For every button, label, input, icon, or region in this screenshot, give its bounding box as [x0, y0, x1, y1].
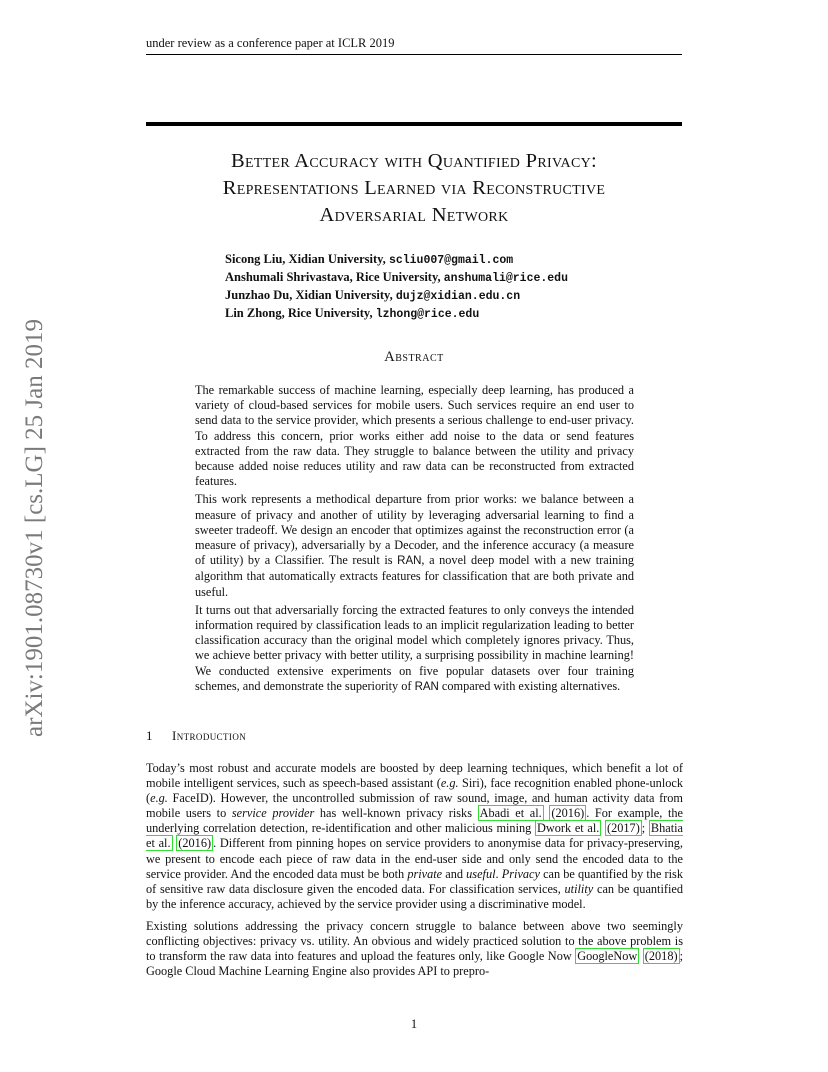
author-2: Anshumali Shrivastava, Rice University, anshumali@rice.edu: [225, 270, 568, 285]
arxiv-sidebar: [18, 295, 52, 760]
author-list: [225, 251, 568, 323]
paper-title: [146, 148, 682, 229]
abstract-body: [195, 383, 634, 698]
author-3: Junzhao Du, Xidian University, dujz@xidian.edu.cn: [225, 288, 521, 303]
arxiv-identifier: arXiv:1901.08730v1 [cs.LG] 25 Jan 2019: [21, 318, 48, 737]
model-name: RAN: [414, 680, 439, 693]
introduction-body: [146, 761, 683, 986]
body-paragraph: Today’s most robust and accurate models are boosted by deep learning techniques, which benefit a lot of mobile intelligent services, such as speech-based assistant (e.g. Siri), face recognition enabled phone-unlock (e.g. FaceID). However, the uncontrolled submission of raw sound, image, and human activity data from mobile users to service provider has well-known privacy risks Abadi et al. (2016) . For example, the underlying correlation detection, re-identification and other malicious mining Dwork et al. (2017) ; Bhatia et al. (2016) . Different from pinning hopes on service providers to anonymise data for privacy-preserving, we present to encode each piece of raw data in the end-user side and only send the encoded data to the service provider. And the encoded data must be both private and useful. Privacy can be quantified by the risk of sensitive raw data disclosure given the encoded data. For classification services, utility can be quantified by the inference accuracy, achieved by the service provider using a discriminative model.: [146, 761, 684, 911]
section-heading: [146, 728, 246, 744]
author-email: anshumali@rice.edu: [443, 272, 568, 285]
citation-year-link[interactable]: (2016): [178, 836, 212, 851]
running-header: under review as a conference paper at ICLR 2019: [146, 36, 682, 55]
author-email: dujz@xidian.edu.cn: [395, 290, 521, 303]
author-1: Sicong Liu, Xidian University, scliu007@gmail.com: [225, 252, 514, 267]
author-email: lzhong@rice.edu: [375, 308, 480, 321]
citation-link[interactable]: Bhatia et al.: [146, 821, 683, 851]
abstract-paragraph: It turns out that adversarially forcing the extracted features to only conveys the intended information required by classification leads to an implicit regularization leading to better classification accuracy than the original model which completely ignores privacy. Thus, we achieve better privacy with better utility, a surprising possibility in machine learning! We conducted extensive experiments on five popular datasets over four training schemes, and demonstrate the superiority of RAN compared with existing alternatives.: [195, 602, 634, 693]
author-4: Lin Zhong, Rice University, lzhong@rice.edu: [225, 306, 480, 321]
citation-year-link[interactable]: (2016): [551, 806, 585, 821]
section-title: Introduction: [172, 728, 247, 743]
citation-year-link[interactable]: (2017): [607, 821, 640, 836]
citation-link[interactable]: Dwork et al.: [536, 821, 600, 836]
author-email: scliu007@gmail.com: [388, 254, 514, 267]
title-line-3: Adversarial Network: [319, 204, 509, 226]
section-number: 1: [146, 728, 153, 743]
citation-year-link[interactable]: (2018): [644, 949, 678, 964]
abstract-paragraph: The remarkable success of machine learning, especially deep learning, has produced a variety of cloud-based services for mobile users. Such services require an end user to send data to the service provider, which presents a serious challenge to end-user privacy. To address this concern, prior works either add noise to the data or send features extracted from the raw data. They struggle to balance between the utility and privacy because added noise reduces utility and raw data can be reconstructed from extracted features.: [195, 383, 634, 489]
model-name: RAN: [397, 555, 422, 568]
abstract-paragraph: This work represents a methodical departure from prior works: we balance between a measure of privacy and another of utility by leveraging adversarial learning to find a sweeter tradeoff. We design an encoder that optimizes against the reconstruction error (a measure of privacy), adversarially by a Decoder, and the inference accuracy (a measure of utility) by a Classifier. The result is RAN, a novel deep model with a new training algorithm that automatically extracts features for classification that are both private and useful.: [195, 492, 634, 599]
citation-link[interactable]: Abadi et al.: [479, 806, 542, 821]
page-number: 1: [410, 1017, 418, 1031]
body-paragraph: Existing solutions addressing the privacy concern struggle to balance between above two seemingly conflicting objectives: privacy vs. utility. An obvious and widely practiced solution to the above problem is to transform the raw data into features and upload the features only, like Google Now GoogleNow (2018) ; Google Cloud Machine Learning Engine also provides API to prepro-: [146, 918, 683, 979]
title-line-1: Better Accuracy with Quantified Privacy:: [230, 150, 598, 172]
abstract-heading: Abstract: [384, 349, 444, 365]
title-line-2: Representations Learned via Reconstructive: [222, 177, 606, 199]
title-rule: [146, 122, 682, 126]
citation-link[interactable]: GoogleNow: [577, 949, 638, 964]
